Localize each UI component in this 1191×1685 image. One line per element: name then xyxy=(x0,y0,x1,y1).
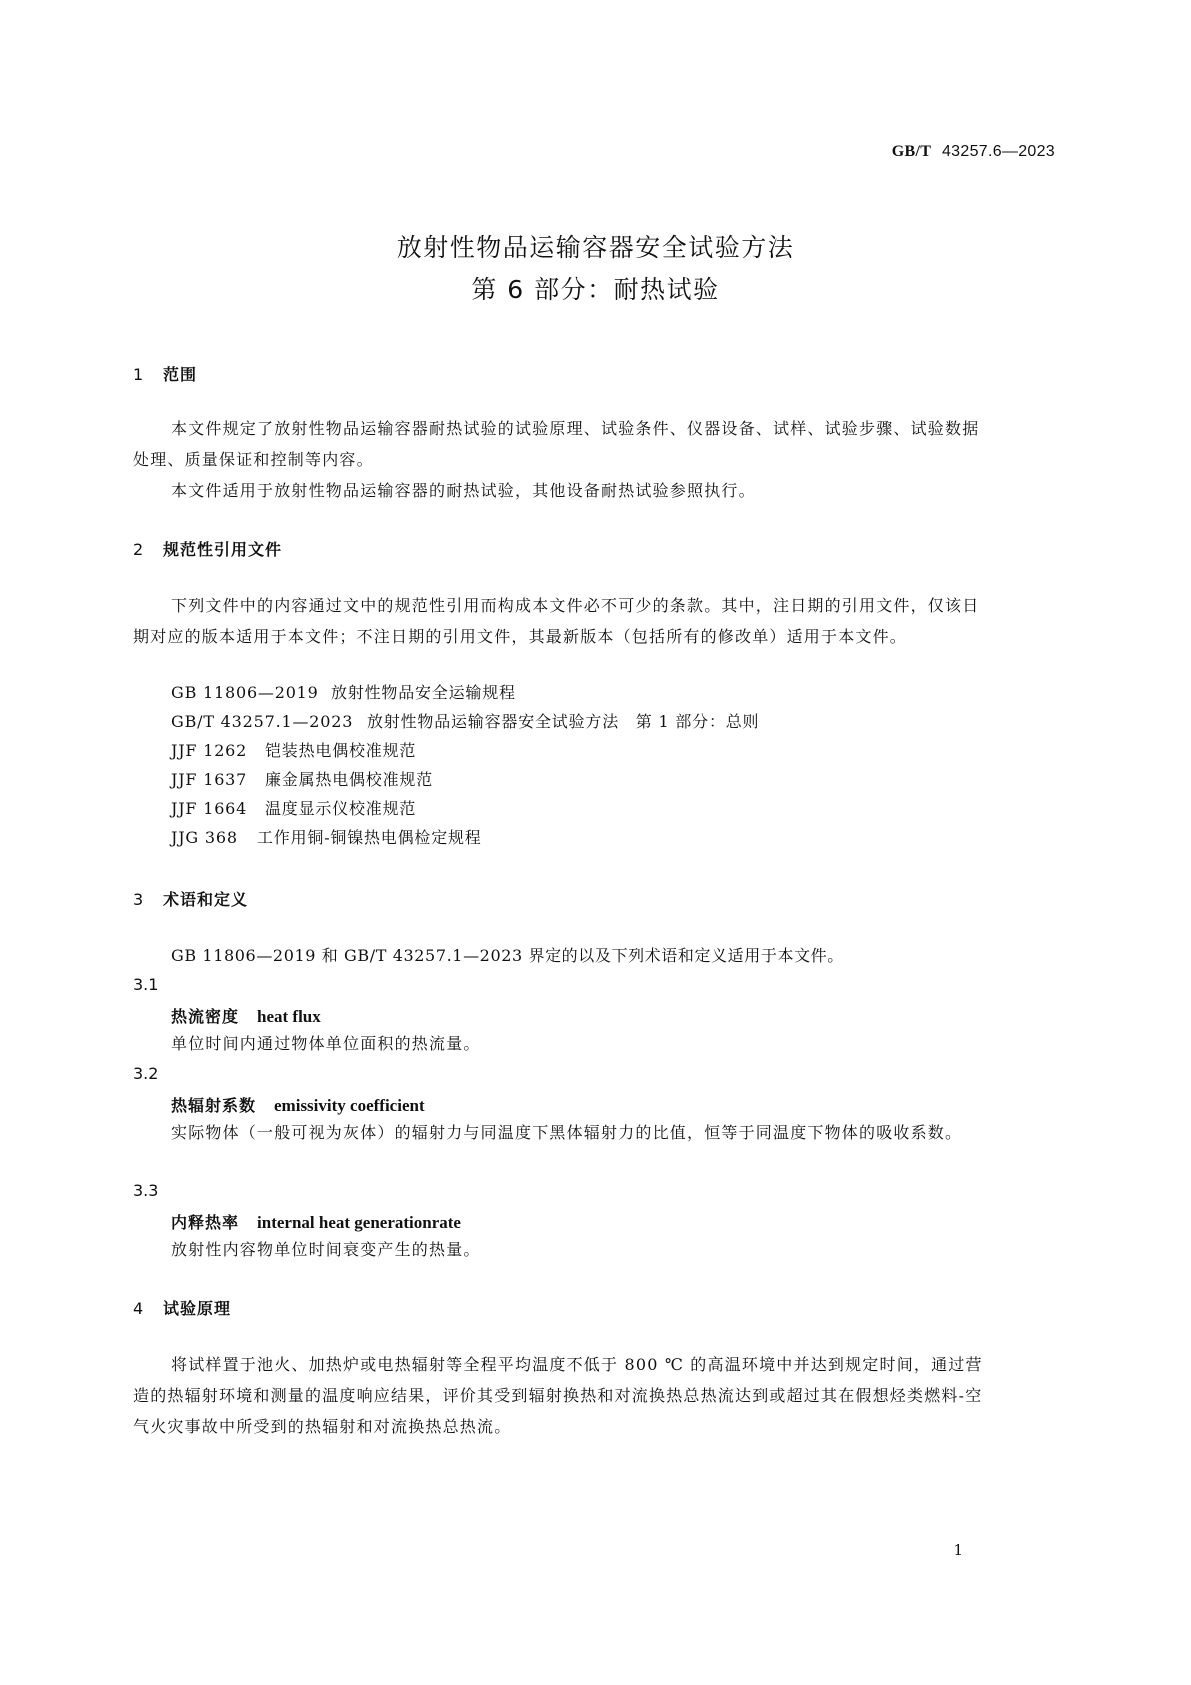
term-definition: 实际物体（一般可视为灰体）的辐射力与同温度下黑体辐射力的比值，恒等于同温度下物体的吸收系数。 xyxy=(171,1123,963,1142)
section-title: 范围 xyxy=(163,365,198,384)
term-heading xyxy=(171,1004,321,1027)
reference-item xyxy=(171,709,759,732)
term-english: heat flux xyxy=(257,1007,321,1026)
term-heading xyxy=(171,1093,425,1116)
term-number: 3.2 xyxy=(133,1064,159,1083)
reference-code: JJF 1262 xyxy=(171,741,248,760)
term-heading xyxy=(171,1210,461,1233)
section-number: 1 xyxy=(133,365,145,384)
section-title: 术语和定义 xyxy=(163,890,249,909)
term-english: emissivity coefficient xyxy=(274,1096,425,1115)
section-4-paragraph-1: 将试样置于池火、加热炉或电热辐射等全程平均温度不低于 800 ℃ 的高温环境中并达到规定时间，通过营造的热辐射环境和测量的温度响应结果，评价其受到辐射换热和对流换热总热流达到或超过其在假想烃类燃料-空气火灾事故中所受到的热辐射和对流换热总热流。 xyxy=(133,1355,983,1436)
section-1-paragraph-2: 本文件适用于放射性物品运输容器的耐热试验，其他设备耐热试验参照执行。 xyxy=(171,481,756,500)
reference-title: 放射性物品安全运输规程 xyxy=(331,683,516,702)
section-1-heading xyxy=(133,362,197,385)
reference-code: GB 11806—2019 xyxy=(171,683,319,702)
section-title: 试验原理 xyxy=(163,1299,232,1318)
section-4-heading xyxy=(133,1296,231,1319)
document-title-line2: 第 6 部分：耐热试验 xyxy=(471,275,720,304)
term-definition: 放射性内容物单位时间衰变产生的热量。 xyxy=(171,1240,481,1259)
reference-code: GB/T 43257.1—2023 xyxy=(171,712,354,731)
section-number: 2 xyxy=(133,540,145,559)
term-english: internal heat generationrate xyxy=(257,1213,461,1232)
section-3-heading xyxy=(133,887,248,910)
section-2-heading xyxy=(133,537,282,560)
section-number: 4 xyxy=(133,1299,145,1318)
term-chinese: 热辐射系数 xyxy=(171,1096,257,1115)
reference-code: JJF 1664 xyxy=(171,799,248,818)
reference-title: 廉金属热电偶校准规范 xyxy=(265,770,434,789)
reference-item xyxy=(171,738,416,761)
reference-code: JJG 368 xyxy=(171,828,238,847)
standard-prefix: GB/T xyxy=(891,143,932,160)
standard-code: 43257.6—2023 xyxy=(941,143,1055,160)
page-number: 1 xyxy=(953,1541,963,1559)
reference-title: 温度显示仪校准规范 xyxy=(265,799,417,818)
standard-number xyxy=(892,141,1055,161)
section-number: 3 xyxy=(133,890,145,909)
section-3-paragraph-1: GB 11806—2019 和 GB/T 43257.1—2023 界定的以及下列术语和定义适用于本文件。 xyxy=(171,946,844,965)
reference-item xyxy=(171,680,516,703)
term-chinese: 内释热率 xyxy=(171,1213,240,1232)
reference-item xyxy=(171,796,416,819)
reference-code: JJF 1637 xyxy=(171,770,248,789)
term-definition: 单位时间内通过物体单位面积的热流量。 xyxy=(171,1034,481,1053)
reference-title: 工作用铜-铜镍热电偶检定规程 xyxy=(257,828,482,847)
reference-item xyxy=(171,767,433,790)
reference-title: 放射性物品运输容器安全试验方法 第 1 部分：总则 xyxy=(367,712,760,731)
section-title: 规范性引用文件 xyxy=(163,540,283,559)
document-title-line1: 放射性物品运输容器安全试验方法 xyxy=(396,233,795,262)
term-chinese: 热流密度 xyxy=(171,1007,240,1026)
reference-item xyxy=(171,825,482,848)
term-number: 3.1 xyxy=(133,975,159,994)
section-2-paragraph-1: 下列文件中的内容通过文中的规范性引用而构成本文件必不可少的条款。其中，注日期的引用文件，仅该日期对应的版本适用于本文件；不注日期的引用文件，其最新版本（包括所有的修改单）适用于本文件。 xyxy=(133,596,980,646)
term-number: 3.3 xyxy=(133,1181,159,1200)
section-1-paragraph-1: 本文件规定了放射性物品运输容器耐热试验的试验原理、试验条件、仪器设备、试样、试验步骤、试验数据处理、质量保证和控制等内容。 xyxy=(133,419,980,469)
reference-title: 铠装热电偶校准规范 xyxy=(265,741,417,760)
